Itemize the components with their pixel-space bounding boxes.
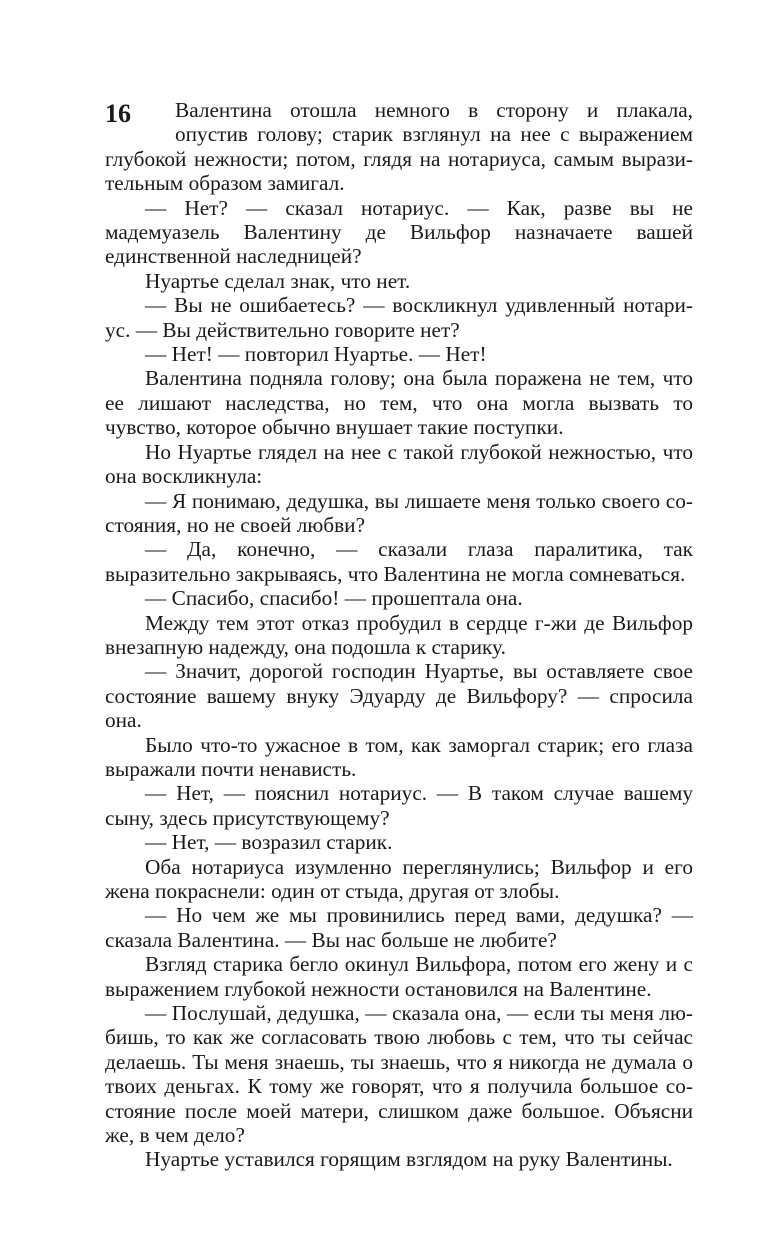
paragraph: — Спасибо, спасибо! — прошептала она.: [145, 586, 523, 611]
paragraph: Но Нуартье глядел на нее с такой глубокой нежностью, что она воскликнула:: [105, 439, 693, 489]
paragraph: Между тем этот отказ пробудил в сердце г-жи де Вильфор внезапную надежду, она подошла к старику.: [105, 610, 693, 659]
paragraph: Взгляд старика бегло окинул Вильфора, потом его жену и с выражением глубокой нежности остановился на Валентине.: [105, 952, 693, 1001]
paragraph: Валентина подняла голову; она была поражена не тем, что ее лишают наследства, но тем, что она могла вызвать то чувство, которое обычно внушает такие поступки.: [105, 366, 693, 440]
page-number: 16: [105, 99, 131, 128]
paragraph: — Да, конечно, — сказали глаза паралитика, так выразительно закрываясь, что Валентина не могла сомневаться.: [105, 537, 693, 586]
paragraph: Было что-то ужасное в том, как заморгал старик; его глаза выражали почти ненависть.: [105, 732, 693, 781]
paragraph: — Значит, дорогой господин Нуартье, вы оставляете свое состояние вашему внуку Эдуарду де Вильфору? — спросила она.: [105, 659, 693, 733]
paragraph: — Послушай, дедушка, — сказала она, — если ты меня любишь, то как же согласовать твою любовь с тем, что ты сейчас делаешь. Ты меня знаешь, ты знаешь, что я никогда не думала о твоих деньгах. К тому же говорят, что я получила большое состояние после моей матери, слишком даже большое. Объясни же, в чем дело?: [105, 1001, 693, 1148]
paragraph: — Но чем же мы провинились перед вами, дедушка? — сказала Валентина. — Вы нас больше не любите?: [105, 903, 693, 952]
paragraph: Нуартье сделал знак, что нет.: [145, 268, 411, 293]
paragraph: — Нет, — возразил старик.: [145, 830, 393, 855]
paragraph: Нуартье уставился горящим взглядом на руку Валентины.: [145, 1147, 673, 1172]
paragraph: — Вы не ошибаетесь? — воскликнул удивленный нотариус. — Вы действительно говорите нет?: [105, 293, 693, 342]
paragraph: — Нет! — повторил Нуартье. — Нет!: [145, 342, 487, 367]
body-text: [105, 98, 693, 1172]
paragraph: — Нет? — сказал нотариус. — Как, разве вы не мадемуазель Валентину де Вильфор назначаете вашей единственной наследницей?: [105, 195, 693, 269]
page-number-gap: [105, 98, 175, 146]
paragraph: Валентина отошла немного в сторону и плакала, опустив голову; старик взглянул на нее с выражением глубокой нежности; потом, глядя на нотариуса, самым выразительным образом замигал.: [105, 98, 693, 196]
paragraph: — Нет, — пояснил нотариус. — В таком случае вашему сыну, здесь присутствующему?: [105, 781, 693, 830]
paragraph: Оба нотариуса изумленно переглянулись; Вильфор и его жена покраснели: один от стыда, другая от злобы.: [105, 854, 693, 903]
paragraph: — Я понимаю, дедушка, вы лишаете меня только своего состояния, но не своей любви?: [105, 488, 693, 537]
